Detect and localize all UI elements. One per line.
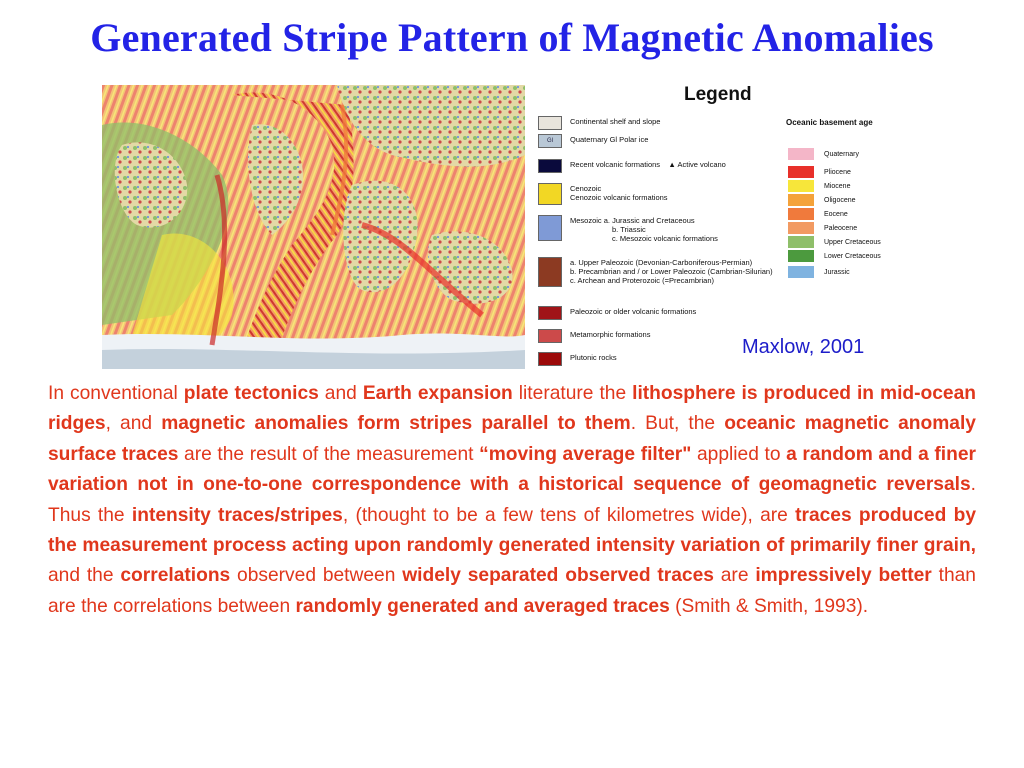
- oceanic-age-label: Eocene: [824, 211, 848, 218]
- emphasized-phrase: “moving average filter": [479, 443, 692, 465]
- legend-label: Recent volcanic formations: [570, 160, 661, 169]
- legend-label: Plutonic rocks: [570, 353, 617, 362]
- text-run: . But, the: [630, 413, 725, 435]
- oceanic-age-swatch: [788, 266, 814, 278]
- map-image: [102, 85, 525, 369]
- oceanic-age-label: Miocene: [824, 183, 851, 190]
- legend-swatch: [538, 183, 562, 205]
- oceanic-age-swatch: [788, 148, 814, 160]
- text-run: . Thus the: [48, 474, 976, 526]
- text-run: and the: [48, 565, 121, 587]
- oceanic-age-label: Pliocene: [824, 169, 851, 176]
- legend-label: Paleozoic or older volcanic formations: [570, 307, 697, 316]
- oceanic-age-swatch: [788, 180, 814, 192]
- oceanic-age-swatch: [788, 208, 814, 220]
- legend-label: Cenozoic: [570, 184, 602, 193]
- emphasized-phrase: widely separated observed traces: [402, 565, 714, 587]
- body-paragraph: [48, 379, 976, 622]
- legend-swatch: [538, 306, 562, 320]
- legend-label: a. Upper Paleozoic (Devonian-Carboniferous-Permian): [570, 258, 753, 267]
- text-run: literature the: [512, 383, 633, 404]
- emphasized-phrase: randomly generated and averaged traces: [295, 595, 670, 617]
- emphasized-phrase: a random and a finer variation not in one-to-one correspondence with a historical sequence of geomagnetic reversals: [48, 443, 977, 496]
- oceanic-age-label: Oligocene: [824, 197, 856, 204]
- legend-label: Quaternary Gl Polar ice: [570, 135, 649, 144]
- slide-title: Generated Stripe Pattern of Magnetic Anomalies: [90, 15, 934, 60]
- legend-swatch: [538, 352, 562, 366]
- oceanic-age-swatch: [788, 166, 814, 178]
- text-run: are the result of the measurement: [178, 443, 480, 465]
- oceanic-basement-title: Oceanic basement age: [786, 118, 873, 127]
- legend-label: Cenozoic volcanic formations: [570, 193, 668, 202]
- legend-label: c. Mesozoic volcanic formations: [612, 234, 718, 243]
- emphasized-phrase: oceanic magnetic anomaly surface traces: [48, 413, 976, 465]
- legend-title: Legend: [684, 84, 752, 105]
- text-run: , (thought to be a few tens of kilometres wide), are: [342, 504, 796, 526]
- text-run: than are the correlations between: [48, 565, 976, 617]
- emphasized-phrase: magnetic anomalies form stripes parallel to them: [161, 413, 631, 435]
- legend-swatch: [538, 329, 562, 343]
- text-run: In conventional: [48, 383, 184, 404]
- oceanic-age-swatch: [788, 236, 814, 248]
- geological-world-map: [102, 85, 525, 369]
- map-legend: [528, 82, 908, 372]
- legend-label: c. Archean and Proterozoic (=Precambrian): [570, 276, 715, 285]
- text-run: and: [318, 383, 363, 404]
- oceanic-age-label: Lower Cretaceous: [824, 253, 881, 260]
- emphasized-phrase: impressively better: [755, 565, 932, 587]
- text-run: applied to: [691, 443, 787, 465]
- text-run: are: [713, 565, 756, 587]
- legend-swatch: Gl: [538, 134, 562, 148]
- legend-label: Metamorphic formations: [570, 330, 651, 339]
- text-run: (Smith & Smith, 1993).: [669, 595, 869, 617]
- emphasized-phrase: traces produced by the measurement process acting upon randomly generated intensity variation of primarily finer grain,: [48, 504, 976, 557]
- oceanic-age-label: Quaternary: [824, 151, 860, 158]
- figure-credit: Maxlow, 2001: [742, 336, 865, 358]
- legend-label: Continental shelf and slope: [570, 117, 661, 126]
- emphasized-phrase: plate tectonics: [183, 383, 319, 404]
- oceanic-age-swatch: [788, 250, 814, 262]
- legend-swatch: [538, 159, 562, 173]
- oceanic-age-label: Upper Cretaceous: [824, 239, 881, 246]
- oceanic-age-label: Jurassic: [824, 269, 850, 276]
- text-run: observed between: [230, 565, 403, 587]
- oceanic-age-label: Paleocene: [824, 225, 858, 232]
- legend-swatch: [538, 215, 562, 241]
- emphasized-phrase: Earth expansion: [362, 383, 513, 404]
- legend-swatch: [538, 257, 562, 287]
- active-volcano-label: ▲ Active volcano: [668, 160, 726, 169]
- oceanic-age-swatch: [788, 222, 814, 234]
- emphasized-phrase: correlations: [120, 565, 231, 587]
- oceanic-age-swatch: [788, 194, 814, 206]
- text-run: , and: [105, 413, 162, 435]
- emphasized-phrase: intensity traces/stripes: [131, 504, 343, 526]
- legend-swatch: [538, 116, 562, 130]
- legend-label: b. Precambrian and / or Lower Paleozoic (Cambrian-Silurian): [570, 267, 773, 276]
- legend-label: Mesozoic a. Jurassic and Cretaceous: [570, 216, 695, 225]
- legend-label: b. Triassic: [612, 225, 646, 234]
- emphasized-phrase: lithosphere is produced in mid-ocean ridges: [48, 383, 976, 435]
